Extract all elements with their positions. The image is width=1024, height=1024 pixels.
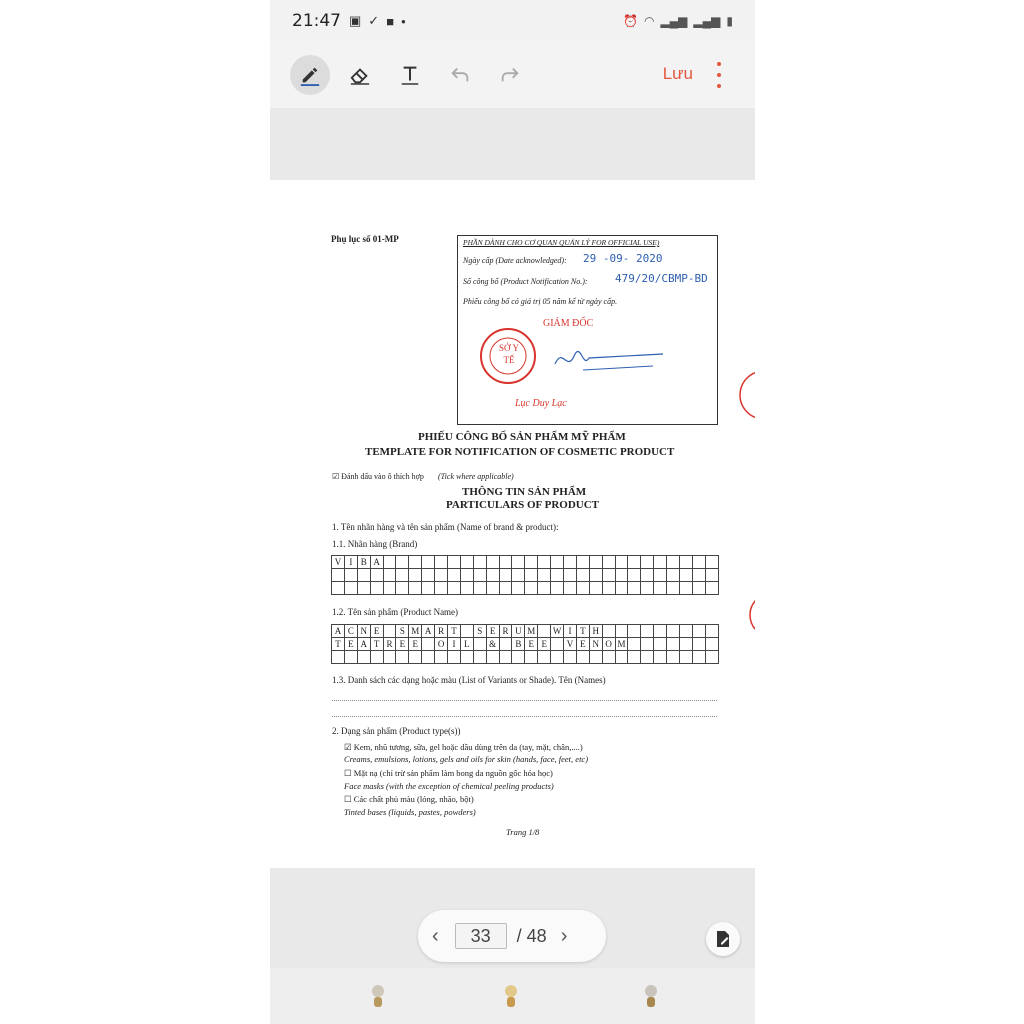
grid-cell: U xyxy=(512,625,525,638)
mascot-icon[interactable] xyxy=(501,984,521,1010)
grid-cell xyxy=(500,569,513,582)
grid-cell xyxy=(667,651,680,664)
grid-cell xyxy=(641,569,654,582)
grid-cell xyxy=(332,582,345,595)
edit-toolbar xyxy=(270,42,755,108)
grid-cell xyxy=(706,651,719,664)
option-3-en: Tinted bases (liquids, pastes, powders) xyxy=(344,807,476,817)
section-en: PARTICULARS OF PRODUCT xyxy=(446,499,600,511)
grid-cell xyxy=(474,569,487,582)
grid-cell xyxy=(628,569,641,582)
grid-cell xyxy=(590,582,603,595)
undo-icon xyxy=(449,64,471,86)
grid-cell xyxy=(603,556,616,569)
grid-cell xyxy=(654,651,667,664)
pen-tool-button[interactable] xyxy=(290,55,330,95)
grid-cell: M xyxy=(409,625,422,638)
grid-cell xyxy=(474,638,487,651)
page-total: / 48 xyxy=(516,925,547,946)
grid-cell xyxy=(409,651,422,664)
grid-cell: S xyxy=(396,625,409,638)
grid-cell xyxy=(680,556,693,569)
grid-cell xyxy=(667,569,680,582)
grid-cell xyxy=(551,582,564,595)
grid-cell xyxy=(384,625,397,638)
text-tool-button[interactable] xyxy=(390,55,430,95)
grid-cell xyxy=(693,638,706,651)
tick-note-en: (Tick where applicable) xyxy=(438,472,514,481)
grid-cell xyxy=(461,556,474,569)
grid-cell: A xyxy=(371,556,384,569)
gallery-icon: ▣ xyxy=(349,13,362,28)
grid-cell xyxy=(487,582,500,595)
number-value: 479/20/CBMP-BD xyxy=(615,272,708,285)
grid-cell xyxy=(551,638,564,651)
grid-cell: E xyxy=(409,638,422,651)
video-icon: ■ xyxy=(386,13,395,29)
grid-cell: E xyxy=(538,638,551,651)
grid-cell: H xyxy=(590,625,603,638)
grid-cell xyxy=(667,556,680,569)
page-footer: Trang 1/8 xyxy=(506,827,540,837)
page-gap-bottom xyxy=(270,868,755,968)
validity-note: Phiếu công bố có giá trị 05 năm kể từ ngày cấp. xyxy=(463,297,618,306)
page-navigator xyxy=(418,910,606,962)
dot-icon: • xyxy=(401,13,406,29)
grid-cell xyxy=(500,582,513,595)
grid-cell xyxy=(525,569,538,582)
grid-cell: B xyxy=(358,556,371,569)
grid-cell xyxy=(654,556,667,569)
redo-icon xyxy=(499,64,521,86)
prev-page-icon[interactable]: ‹ xyxy=(432,924,439,947)
grid-cell: O xyxy=(603,638,616,651)
grid-cell xyxy=(461,569,474,582)
grid-cell: N xyxy=(358,625,371,638)
grid-cell xyxy=(603,569,616,582)
dotted-line xyxy=(332,700,717,701)
grid-cell xyxy=(474,582,487,595)
grid-cell xyxy=(358,582,371,595)
grid-cell xyxy=(577,569,590,582)
grid-cell xyxy=(538,569,551,582)
grid-cell xyxy=(435,651,448,664)
date-value: 29 -09- 2020 xyxy=(583,252,663,265)
grid-cell xyxy=(525,582,538,595)
grid-cell xyxy=(435,556,448,569)
grid-cell xyxy=(693,582,706,595)
grid-cell xyxy=(616,582,629,595)
status-bar xyxy=(270,0,755,42)
page-gap-top xyxy=(270,108,755,180)
grid-cell xyxy=(693,556,706,569)
grid-cell: E xyxy=(345,638,358,651)
status-icons-right xyxy=(623,14,733,28)
grid-cell: L xyxy=(461,638,474,651)
grid-cell: T xyxy=(332,638,345,651)
edge-seal-icon xyxy=(738,360,755,430)
grid-cell xyxy=(680,625,693,638)
grid-cell xyxy=(409,556,422,569)
grid-cell xyxy=(628,638,641,651)
grid-cell xyxy=(358,569,371,582)
grid-cell xyxy=(538,582,551,595)
grid-cell xyxy=(641,582,654,595)
grid-cell xyxy=(706,625,719,638)
grid-cell: W xyxy=(551,625,564,638)
grid-cell xyxy=(654,569,667,582)
grid-cell xyxy=(474,556,487,569)
undo-button[interactable] xyxy=(440,55,480,95)
grid-cell: M xyxy=(616,638,629,651)
signature-icon xyxy=(553,344,668,376)
grid-cell xyxy=(706,582,719,595)
grid-cell xyxy=(512,651,525,664)
grid-cell xyxy=(422,556,435,569)
grid-cell xyxy=(603,582,616,595)
grid-cell xyxy=(641,625,654,638)
alarm-icon: ⏰ xyxy=(623,14,638,28)
edge-seal-icon xyxy=(748,590,755,640)
grid-cell xyxy=(680,582,693,595)
grid-cell xyxy=(538,556,551,569)
grid-cell xyxy=(448,556,461,569)
grid-cell: V xyxy=(332,556,345,569)
status-time: 21:47 xyxy=(292,11,341,31)
grid-cell xyxy=(538,651,551,664)
grid-cell xyxy=(332,569,345,582)
grid-cell: I xyxy=(564,625,577,638)
grid-cell: R xyxy=(384,638,397,651)
brand-grid xyxy=(331,555,719,595)
grid-cell xyxy=(616,625,629,638)
grid-cell: C xyxy=(345,625,358,638)
question-1-1: 1.1. Nhãn hàng (Brand) xyxy=(332,539,418,549)
grid-cell xyxy=(693,651,706,664)
eraser-tool-button[interactable] xyxy=(340,55,380,95)
grid-cell: A xyxy=(358,638,371,651)
grid-cell: N xyxy=(590,638,603,651)
grid-cell: A xyxy=(332,625,345,638)
grid-cell xyxy=(461,625,474,638)
grid-cell xyxy=(422,638,435,651)
title-vi: PHIẾU CÔNG BỐ SẢN PHẨM MỸ PHẨM xyxy=(418,431,626,443)
grid-cell xyxy=(396,569,409,582)
grid-cell xyxy=(628,582,641,595)
director-title: GIÁM ĐỐC xyxy=(543,318,594,329)
grid-cell xyxy=(500,651,513,664)
grid-cell xyxy=(345,569,358,582)
question-2: 2. Dạng sản phẩm (Product type(s)) xyxy=(332,726,461,736)
grid-cell xyxy=(564,582,577,595)
grid-cell xyxy=(435,569,448,582)
tick-note: ☑ Đánh dấu vào ô thích hợp xyxy=(332,472,424,481)
grid-cell xyxy=(641,556,654,569)
grid-cell xyxy=(512,569,525,582)
grid-cell xyxy=(461,582,474,595)
option-1-vi: ☑ Kem, nhũ tương, sữa, gel hoặc dầu dùng trên da (tay, mặt, chân,....) xyxy=(344,742,583,752)
grid-cell: E xyxy=(371,625,384,638)
grid-cell xyxy=(525,556,538,569)
grid-cell xyxy=(371,582,384,595)
next-page-icon[interactable]: › xyxy=(560,924,568,947)
dotted-line xyxy=(332,716,717,717)
save-button[interactable]: Lưu xyxy=(662,64,693,83)
grid-cell xyxy=(474,651,487,664)
grid-cell: R xyxy=(500,625,513,638)
grid-cell xyxy=(693,569,706,582)
grid-cell: T xyxy=(371,638,384,651)
grid-cell: I xyxy=(345,556,358,569)
grid-cell xyxy=(396,556,409,569)
signal-icon-2: ▂▄▆ xyxy=(693,14,721,28)
grid-cell xyxy=(487,556,500,569)
grid-cell xyxy=(577,582,590,595)
grid-cell: S xyxy=(474,625,487,638)
grid-cell xyxy=(384,582,397,595)
grid-cell xyxy=(628,625,641,638)
grid-cell: & xyxy=(487,638,500,651)
grid-cell xyxy=(422,651,435,664)
grid-cell xyxy=(641,638,654,651)
grid-cell: E xyxy=(577,638,590,651)
appendix-label: Phụ lục số 01-MP xyxy=(331,234,399,244)
more-options-icon[interactable] xyxy=(715,62,723,88)
mascot-icon[interactable] xyxy=(368,984,388,1010)
grid-cell xyxy=(448,569,461,582)
grid-cell xyxy=(448,582,461,595)
grid-cell xyxy=(512,582,525,595)
eraser-icon xyxy=(349,64,371,86)
grid-cell xyxy=(680,569,693,582)
section-vi: THÔNG TIN SẢN PHẨM xyxy=(462,486,587,498)
grid-cell xyxy=(577,556,590,569)
grid-cell xyxy=(616,651,629,664)
grid-cell: I xyxy=(448,638,461,651)
box-header: PHẦN DÀNH CHO CƠ QUAN QUẢN LÝ FOR OFFICIAL USE) xyxy=(463,238,660,247)
question-1-2: 1.2. Tên sản phẩm (Product Name) xyxy=(332,607,459,617)
grid-cell xyxy=(603,625,616,638)
grid-cell xyxy=(551,556,564,569)
grid-cell xyxy=(487,651,500,664)
grid-cell: A xyxy=(422,625,435,638)
grid-cell xyxy=(500,638,513,651)
grid-cell xyxy=(384,556,397,569)
grid-cell: B xyxy=(512,638,525,651)
phone-screen xyxy=(270,0,755,1024)
grid-cell xyxy=(628,651,641,664)
grid-cell xyxy=(332,651,345,664)
grid-cell xyxy=(680,651,693,664)
seal-text: SỞ Y TẾ xyxy=(499,343,519,365)
question-1: 1. Tên nhãn hàng và tên sản phẩm (Name of brand & product): xyxy=(332,522,559,532)
grid-cell xyxy=(706,569,719,582)
grid-cell xyxy=(461,651,474,664)
page-number-input[interactable]: 33 xyxy=(455,923,507,949)
option-2-vi: ☐ Mặt nạ (chỉ trừ sản phẩm làm bong da nguồn gốc hóa học) xyxy=(344,768,553,778)
question-1-3: 1.3. Danh sách các dạng hoặc màu (List of Variants or Shade). Tên (Names) xyxy=(332,675,606,685)
grid-cell xyxy=(538,625,551,638)
battery-icon: ▮ xyxy=(726,14,733,28)
grid-cell xyxy=(384,569,397,582)
grid-cell xyxy=(641,651,654,664)
grid-cell xyxy=(616,569,629,582)
grid-cell xyxy=(551,569,564,582)
grid-cell xyxy=(371,651,384,664)
option-2-en: Face masks (with the exception of chemical peeling products) xyxy=(344,781,554,791)
title-en: TEMPLATE FOR NOTIFICATION OF COSMETIC PRODUCT xyxy=(365,446,675,458)
grid-cell: O xyxy=(435,638,448,651)
grid-cell: E xyxy=(396,638,409,651)
grid-cell xyxy=(564,556,577,569)
grid-cell xyxy=(358,651,371,664)
grid-cell xyxy=(654,638,667,651)
grid-cell xyxy=(345,651,358,664)
grid-cell xyxy=(448,651,461,664)
grid-cell xyxy=(667,625,680,638)
redo-button[interactable] xyxy=(490,55,530,95)
grid-cell xyxy=(603,651,616,664)
grid-cell xyxy=(564,651,577,664)
grid-cell xyxy=(667,638,680,651)
grid-cell: R xyxy=(435,625,448,638)
grid-cell: E xyxy=(487,625,500,638)
grid-cell xyxy=(628,556,641,569)
grid-cell xyxy=(706,638,719,651)
grid-cell xyxy=(667,582,680,595)
check-icon: ✓ xyxy=(368,13,380,28)
grid-cell xyxy=(500,556,513,569)
grid-cell xyxy=(422,582,435,595)
product-grid xyxy=(331,624,719,664)
grid-cell xyxy=(345,582,358,595)
grid-cell xyxy=(396,651,409,664)
grid-cell xyxy=(680,638,693,651)
grid-cell xyxy=(525,651,538,664)
wifi-icon: ◠ xyxy=(643,14,655,28)
grid-cell: E xyxy=(525,638,538,651)
edit-document-icon xyxy=(714,930,732,948)
grid-cell xyxy=(487,569,500,582)
grid-cell xyxy=(654,625,667,638)
grid-cell: M xyxy=(525,625,538,638)
grid-cell: T xyxy=(448,625,461,638)
grid-cell xyxy=(384,651,397,664)
grid-cell xyxy=(577,651,590,664)
grid-cell xyxy=(706,556,719,569)
grid-cell xyxy=(435,582,448,595)
official-use-box xyxy=(457,235,718,425)
grid-cell xyxy=(590,651,603,664)
grid-cell xyxy=(551,651,564,664)
number-label: Số công bố (Product Notification No.): xyxy=(463,277,588,286)
grid-cell: V xyxy=(564,638,577,651)
signal-icon: ▂▄▆ xyxy=(660,14,688,28)
grid-cell xyxy=(616,556,629,569)
edit-pdf-button[interactable] xyxy=(706,922,740,956)
grid-cell xyxy=(512,556,525,569)
grid-cell xyxy=(590,569,603,582)
grid-cell xyxy=(396,582,409,595)
date-label: Ngày cấp (Date acknowledged): xyxy=(463,256,567,265)
bottom-nav-bar xyxy=(270,968,755,1024)
grid-cell xyxy=(590,556,603,569)
grid-cell xyxy=(409,569,422,582)
text-icon xyxy=(399,64,421,86)
mascot-icon[interactable] xyxy=(641,984,661,1010)
pen-icon xyxy=(299,64,321,86)
document-page[interactable] xyxy=(270,180,755,868)
option-1-en: Creams, emulsions, lotions, gels and oils for skin (hands, face, feet, etc) xyxy=(344,754,589,764)
option-3-vi: ☐ Các chất phủ màu (lỏng, nhão, bột) xyxy=(344,794,474,804)
grid-cell xyxy=(654,582,667,595)
grid-cell xyxy=(409,582,422,595)
grid-cell xyxy=(371,569,384,582)
grid-cell: T xyxy=(577,625,590,638)
grid-cell xyxy=(422,569,435,582)
signer-name: Lục Duy Lạc xyxy=(515,398,567,409)
grid-cell xyxy=(693,625,706,638)
grid-cell xyxy=(564,569,577,582)
